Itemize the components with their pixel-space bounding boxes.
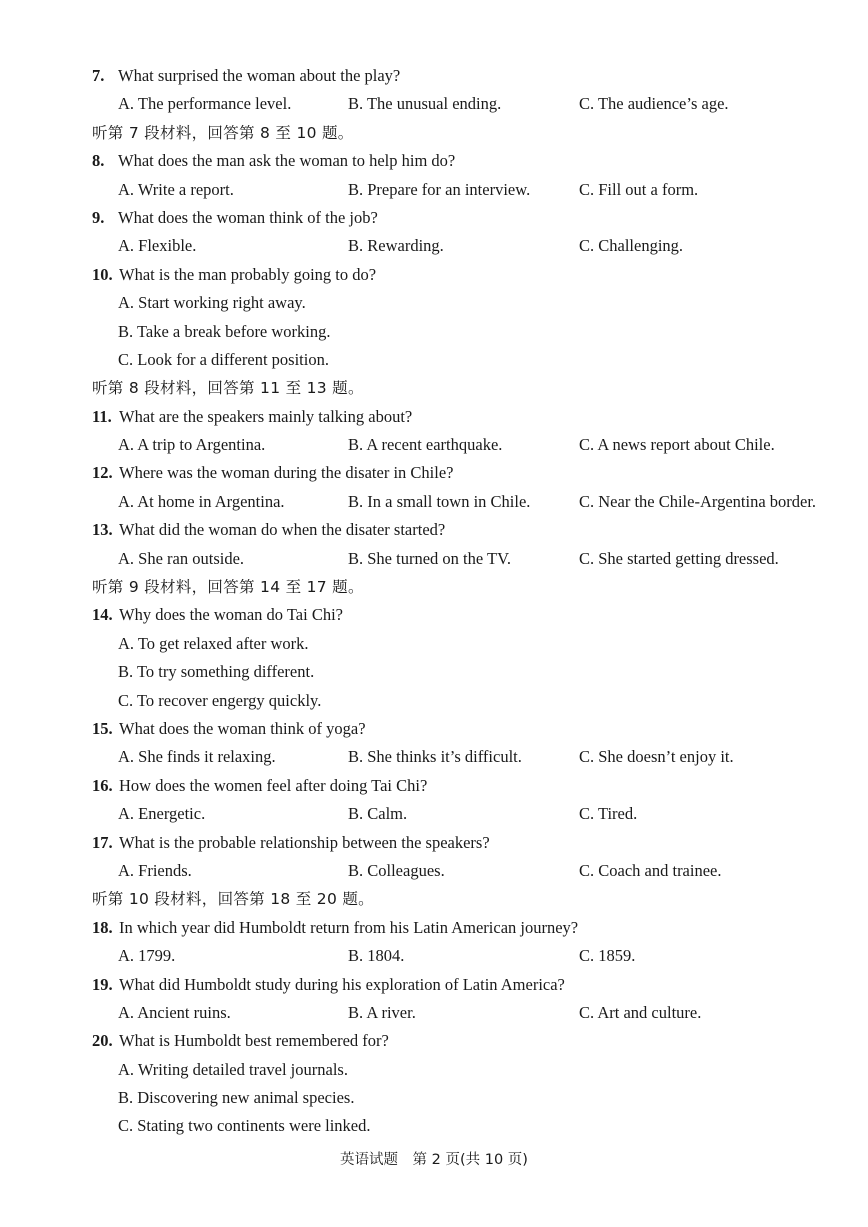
question-text: In which year did Humboldt return from his Latin American journey?	[119, 917, 579, 937]
question-number: 9.	[92, 207, 105, 227]
question-stem	[92, 459, 832, 487]
question-number: 10.	[92, 264, 113, 284]
question-stem	[92, 261, 832, 289]
option-a: A. A trip to Argentina.	[118, 435, 266, 455]
question-stem	[92, 971, 832, 999]
question-stem	[92, 715, 832, 743]
option-c: C. To recover engergy quickly.	[118, 690, 322, 710]
question-text: Where was the woman during the disater in Chile?	[119, 463, 454, 483]
option-b: B. The unusual ending.	[348, 94, 502, 114]
question-text: What does the woman think of yoga?	[119, 718, 366, 738]
option-b: B. Discovering new animal species.	[118, 1088, 355, 1108]
option-a: A. Write a report.	[118, 179, 234, 199]
section-instruction: 听第 10 段材料，回答第 18 至 20 题。	[92, 890, 374, 909]
section-instruction: 听第 8 段材料，回答第 11 至 13 题。	[92, 379, 364, 398]
question-text: Why does the woman do Tai Chi?	[119, 605, 343, 625]
question-stem	[92, 829, 832, 857]
option-c: C. She doesn’t enjoy it.	[579, 747, 734, 767]
option-b: B. Calm.	[348, 804, 408, 824]
option-b: B. A river.	[348, 1002, 416, 1022]
option-row	[92, 431, 832, 459]
option-row	[92, 90, 832, 118]
option-a: A. She finds it relaxing.	[118, 747, 276, 767]
option-a: A. She ran outside.	[118, 548, 245, 568]
question-number: 8.	[92, 151, 105, 171]
option-a: A. Ancient ruins.	[118, 1002, 231, 1022]
section-instruction: 听第 9 段材料，回答第 14 至 17 题。	[92, 578, 364, 597]
question-stem	[92, 62, 832, 90]
question-text: What is Humboldt best remembered for?	[119, 1031, 389, 1051]
option-a: A. Start working right away.	[118, 293, 306, 313]
option-c: C. Look for a different position.	[118, 349, 329, 369]
question-number: 13.	[92, 520, 113, 540]
option-c: C. The audience’s age.	[579, 94, 729, 114]
question-text: What does the woman think of the job?	[118, 207, 378, 227]
question-number: 20.	[92, 1031, 113, 1051]
option-row	[92, 743, 832, 771]
option-row	[92, 999, 832, 1027]
question-text: What is the probable relationship between the speakers?	[119, 832, 490, 852]
option-c: C. A news report about Chile.	[579, 435, 775, 455]
option-b: B. Take a break before working.	[118, 321, 331, 341]
question-text: How does the women feel after doing Tai Chi?	[119, 775, 428, 795]
question-number: 17.	[92, 832, 113, 852]
option-c: C. Challenging.	[579, 236, 684, 256]
question-stem	[92, 914, 832, 942]
option-c: C. Coach and trainee.	[579, 860, 722, 880]
question-text: What did the woman do when the disater started?	[119, 520, 446, 540]
option-c: C. Fill out a form.	[579, 179, 699, 199]
option-b: B. She turned on the TV.	[348, 548, 512, 568]
question-list	[92, 62, 832, 1141]
option-c: C. 1859.	[579, 946, 636, 966]
option-a: A. Flexible.	[118, 236, 197, 256]
question-stem	[92, 772, 832, 800]
question-number: 19.	[92, 974, 113, 994]
option-a: A. At home in Argentina.	[118, 491, 285, 511]
option-a: A. Friends.	[118, 860, 192, 880]
option-b: B. Rewarding.	[348, 236, 444, 256]
option-b: B. Prepare for an interview.	[348, 179, 531, 199]
option-c: C. Art and culture.	[579, 1002, 702, 1022]
question-stem	[92, 204, 832, 232]
question-number: 12.	[92, 463, 113, 483]
question-stem	[92, 403, 832, 431]
option-row	[92, 800, 832, 828]
question-number: 16.	[92, 775, 113, 795]
question-stem	[92, 1027, 832, 1055]
option-b: B. To try something different.	[118, 662, 315, 682]
option-row	[92, 488, 832, 516]
option-c: C. Stating two continents were linked.	[118, 1116, 371, 1136]
question-number: 11.	[92, 406, 112, 426]
option-row	[92, 232, 832, 260]
question-text: What are the speakers mainly talking about?	[119, 406, 413, 426]
option-a: A. 1799.	[118, 946, 176, 966]
option-row	[92, 545, 832, 573]
question-number: 14.	[92, 605, 113, 625]
option-c: C. Tired.	[579, 804, 638, 824]
question-number: 7.	[92, 66, 105, 85]
question-text: What is the man probably going to do?	[119, 264, 377, 284]
section-instruction: 听第 7 段材料，回答第 8 至 10 题。	[92, 123, 354, 142]
option-b: B. In a small town in Chile.	[348, 491, 531, 511]
option-a: A. Writing detailed travel journals.	[118, 1059, 348, 1079]
option-b: B. She thinks it’s difficult.	[348, 747, 522, 767]
option-c: C. She started getting dressed.	[579, 548, 779, 568]
option-b: B. A recent earthquake.	[348, 435, 503, 455]
question-stem	[92, 516, 832, 544]
question-stem	[92, 147, 832, 175]
option-a: A. Energetic.	[118, 804, 206, 824]
question-text: What surprised the woman about the play?	[118, 66, 401, 85]
option-row	[92, 857, 832, 885]
option-b: B. 1804.	[348, 946, 405, 966]
page-footer: 英语试题 第 2 页(共 10 页)	[340, 1152, 528, 1168]
option-c: C. Near the Chile-Argentina border.	[579, 491, 817, 511]
option-b: B. Colleagues.	[348, 860, 445, 880]
option-a: A. To get relaxed after work.	[118, 633, 309, 653]
question-number: 15.	[92, 718, 113, 738]
option-a: A. The performance level.	[118, 94, 292, 114]
option-row	[92, 942, 832, 970]
option-row	[92, 176, 832, 204]
question-stem	[92, 601, 832, 629]
question-number: 18.	[92, 917, 113, 937]
question-text: What did Humboldt study during his exploration of Latin America?	[119, 974, 565, 994]
question-text: What does the man ask the woman to help him do?	[118, 151, 456, 171]
